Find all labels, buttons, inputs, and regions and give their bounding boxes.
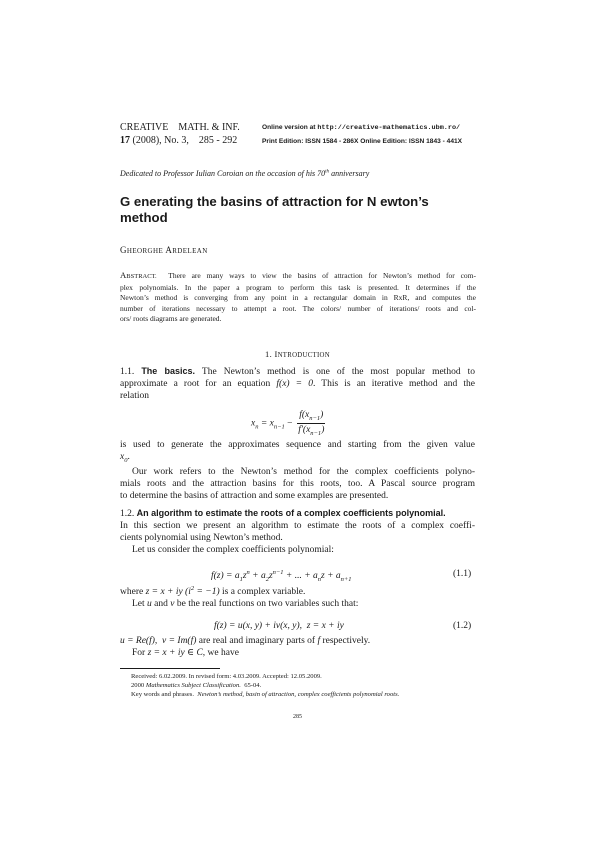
eq11-e: + ... + a [283,571,318,582]
title-line2: method [120,209,168,225]
basics-text2a: approximate a root for an equation [120,378,277,389]
equation-1-1 [211,569,352,583]
author-initial2: A [165,245,173,255]
eq11-s3: n [317,576,321,584]
section-title-rest: NTRODUCTION [277,352,330,359]
subsection-title: The basics. [141,366,196,376]
z-in-c: z = x + iy ∈ C [147,647,203,658]
equation-number-1-2: (1.2) [453,621,472,631]
eq-denominator [297,424,325,437]
msc-label: Mathematics Subject Classification. [145,682,241,690]
eq-numerator [297,410,325,424]
journal-header [120,121,240,147]
abstract-line1 [120,270,476,283]
subsection-algorithm [120,508,475,557]
abstract-lead: BSTRACT. [126,273,157,280]
equation-number-1-1: (1.1) [453,569,472,579]
para3-line2 [120,599,475,611]
section-number: 1. [265,349,272,359]
eq-num-text: f(x [299,410,310,420]
eq11-p1: n [246,569,250,576]
section-heading-introduction [0,349,595,359]
journal-volume: 17 [120,135,130,146]
i-squared: 2 [190,585,195,592]
print-edition-line: Print Edition: ISSN 1584 - 286X Online Edition: ISSN 1843 - 441X [262,138,463,145]
newton-iteration-equation [251,410,325,437]
para2-line2 [120,452,475,467]
subsection-basics [120,366,475,403]
journal-name: CREATIVE MATH. & INF. [120,122,240,133]
eq11-b: z [242,571,247,582]
u-symbol: u [147,599,152,610]
paragraph-real-imag [120,636,475,660]
para4-end: respectively. [320,636,371,646]
abstract-line5: ors/ roots diagrams are generated. [120,314,222,323]
algorithm-line4: Let us consider the complex coefficients polynomial: [132,544,334,555]
v-symbol: v [170,599,175,610]
basics-text1: The Newton’s method is one of the most popular method to [195,367,476,377]
keywords-text: Newton’s method, basin of attraction, complex coefficients polynomial roots. [194,691,400,699]
dedication-sup: th [325,169,330,175]
eq11-c: + a [249,571,266,582]
abstract-lead-initial: A [120,270,127,280]
subsection-number-2: 1.2. [120,509,135,519]
dedication-end: anniversary [329,169,370,178]
para3-line1 [120,583,475,599]
basics-line1 [120,366,475,379]
basics-text2b: . This is an iterative method and the [312,378,476,389]
x0-period: . [127,451,130,462]
abstract-line4: number of iterations necessary to attempt a root. The colors/ number of iterations/ roots and col- [120,303,476,313]
para4-line2 [120,648,475,660]
paper-title [120,194,429,225]
para2-line4: mials roots and the attraction basins for this roots, too. A Pascal source program [120,478,475,489]
algorithm-line3: cients polynomial using Newton’s method. [120,532,283,543]
journal-online-info [262,121,462,148]
para3-rest2: be the real functions on two variables such that: [174,599,359,610]
z-definition-end: = −1) [194,587,220,598]
para4-we-have: , we have [202,647,239,658]
x0-symbol: x [120,451,125,462]
eq-den-sub: n−1 [310,429,322,437]
para4-line1 [120,636,475,648]
para4-for: For [132,647,148,658]
basics-equation-inline: f(x) = 0 [276,378,313,389]
author-initial: G [120,245,127,255]
eq11-s4: n+1 [340,576,352,584]
eq11-s2: 2 [265,576,269,584]
eq11-a: f(z) = a [211,571,240,582]
eq-fraction [297,410,325,437]
footnote-rule [120,668,220,669]
x0-sub: 0 [124,456,128,464]
eq-den-text: f′(x [298,424,311,435]
para3-let: Let [132,599,148,610]
title-line1: G enerating the basins of attraction for N ewton’s [120,194,429,209]
author-last-rest: RDELEAN [172,247,208,255]
journal-issue-rest: (2008), No. 3, 285 - 292 [130,135,238,146]
subsection-title-2: An algorithm to estimate the roots of a complex coefficients polynomial. [136,508,446,518]
abstract-line3: Newton’s method is converging from any point in a rectangular domain in RxR, and computes the [120,293,476,302]
abstract-text1: There are many ways to view the basins of attraction for Newton’s method for com- [168,271,476,280]
dedication-text: Dedicated to Professor Iulian Coroian on the occasion of his 70 [120,169,326,178]
algorithm-line1 [120,508,475,521]
footnotes [131,672,476,700]
eq11-f: z + a [321,571,341,582]
f-symbol: f [317,636,321,646]
z-definition: z = x + iy (i [145,587,191,598]
eq11-s1: 1 [239,576,243,584]
footnote-received: Received: 6.02.2009. In revised form: 4.03.2009. Accepted: 12.05.2009. [131,673,322,680]
para4-text: are real and imaginary parts of [196,636,318,646]
para3-rest: is a complex variable. [219,587,306,598]
equation-1-2: f(z) = u(x, y) + iv(x, y), z = x + iy [214,621,344,631]
eq11-p2: n−1 [272,569,284,576]
para2-line1: is used to generate the approximates sequence and starting from the given value [120,440,475,450]
para2-line5: to determine the basins of attraction and some examples are presented. [120,490,389,501]
eq11-d: z [268,571,273,582]
basics-line2 [120,379,475,391]
eq-lhs-sub: n [255,423,259,431]
para3-where: where [120,587,146,598]
footnote-msc [131,681,476,690]
paragraph-variables [120,583,475,611]
section-initial: I [274,349,278,359]
page-number: 285 [293,714,302,720]
eq-num-end: ) [320,410,324,420]
eq-mid-sub: n−1 [273,423,285,431]
eq-minus: − [284,418,295,429]
subsection-number: 1.1. [120,367,135,377]
abstract-line2: plex polynomials. In the paper a program to perform this task is presented. It determines if the [120,282,476,292]
eq-lhs: x [251,418,256,429]
journal-issue [120,134,240,147]
msc-year: 2000 [131,682,146,690]
keywords-label: Key words and phrases. [131,691,194,699]
dedication [120,169,369,178]
eq-num-sub: n−1 [309,414,321,422]
online-label: Online version at [262,124,318,131]
para3-and: and [151,599,171,610]
footnote-keywords [131,690,476,699]
algorithm-line2: In this section we present an algorithm to estimate the roots of a complex coeffi- [120,520,475,531]
abstract [120,270,476,325]
online-url[interactable]: http://creative-mathematics.ubm.ro/ [317,124,461,132]
para2-line3: Our work refers to the Newton’s method for the complex coefficients polyno- [132,466,475,477]
online-version-line [262,121,462,135]
eq-mid: = x [258,418,274,429]
re-im-definition: u = Re(f), v = Im(f) [120,636,197,646]
basics-line3: relation [120,390,150,401]
msc-codes: 65-04. [240,682,262,690]
author [120,245,208,255]
eq-den-end: ) [321,424,325,435]
author-first-rest: HEORGHE [126,247,164,255]
paragraph-approx-sequence [120,440,475,502]
